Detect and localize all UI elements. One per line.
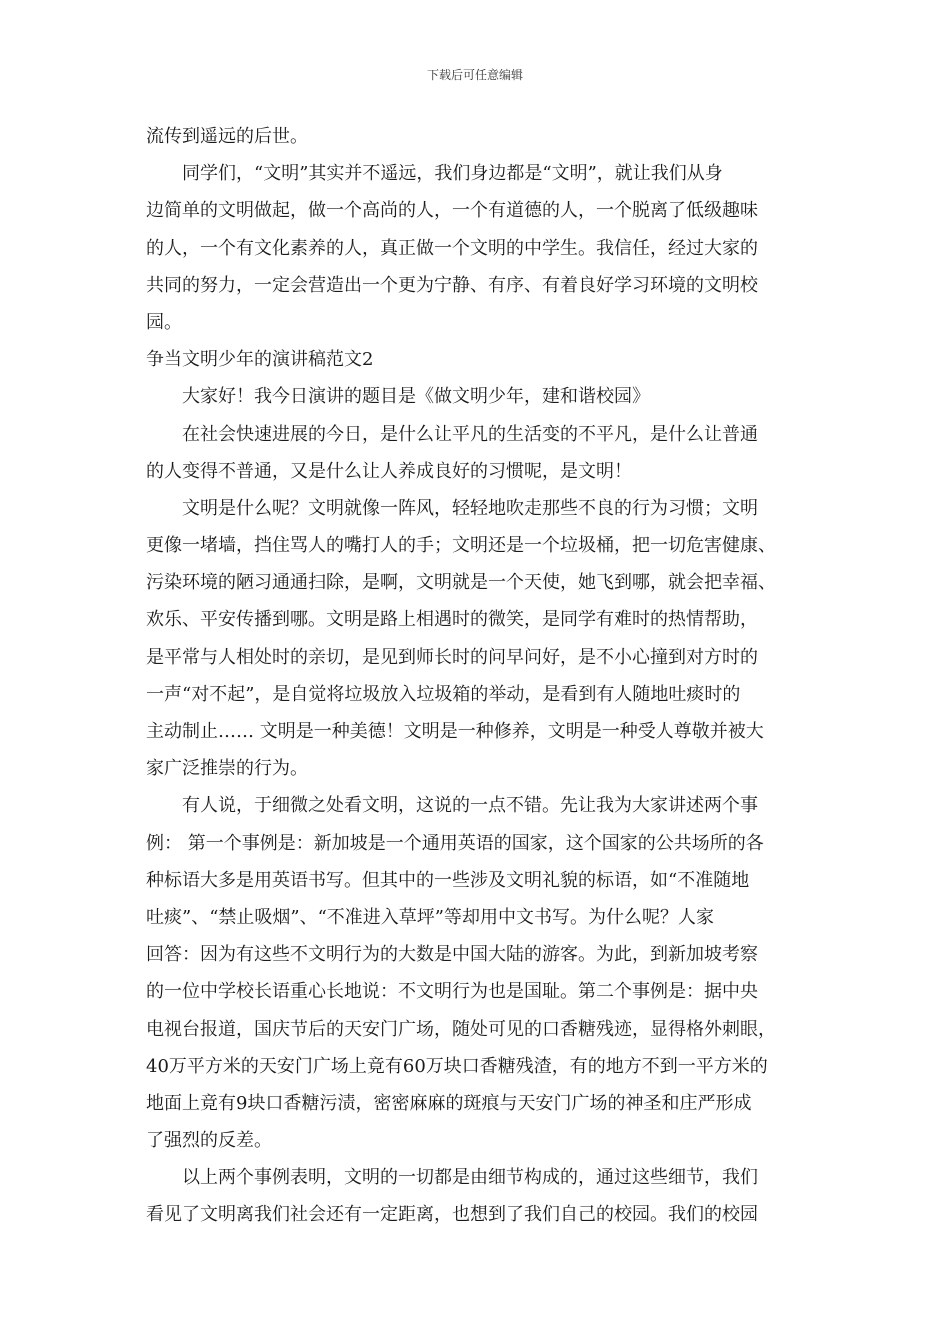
- text-line: 污染环境的陋习通通扫除，是啊，文明就是一个天使，她飞到哪，就会把幸福、: [146, 572, 776, 594]
- text-line: 同学们，“文明”其实并不遥远，我们身边都是“文明”，就让我们从身: [182, 163, 723, 185]
- document-body: [146, 118, 810, 1234]
- text-line: 看见了文明离我们社会还有一定距离，也想到了我们自己的校园。我们的校园: [146, 1204, 758, 1226]
- text-line: 在社会快速进展的今日，是什么让平凡的生活变的不平凡，是什么让普通: [182, 423, 758, 445]
- section-heading: 争当文明少年的演讲稿范文2: [146, 349, 374, 371]
- text-line: 电视台报道，国庆节后的天安门广场，随处可见的口香糖残迹，显得格外刺眼，: [146, 1018, 776, 1040]
- text-line: 一声“对不起”，是自觉将垃圾放入垃圾箱的举动，是看到有人随地吐痰时的: [146, 683, 741, 705]
- text-line: 边简单的文明做起，做一个高尚的人，一个有道德的人，一个脱离了低级趣味: [146, 200, 758, 222]
- text-line: 是平常与人相处时的亲切，是见到师长时的问早问好，是不小心撞到对方时的: [146, 646, 758, 668]
- text-line: 的人，一个有文化素养的人，真正做一个文明的中学生。我信任，经过大家的: [146, 237, 758, 259]
- text-line: 文明是什么呢？文明就像一阵风，轻轻地吹走那些不良的行为习惯；文明: [182, 497, 758, 519]
- text-line: 例： 第一个事例是：新加坡是一个通用英语的国家，这个国家的公共场所的各: [146, 832, 764, 854]
- text-line: 吐痰”、“禁止吸烟”、“不准进入草坪”等却用中文书写。为什么呢？人家: [146, 906, 715, 928]
- text-line: 共同的努力，一定会营造出一个更为宁静、有序、有着良好学习环境的文明校: [146, 274, 758, 296]
- text-line: 流传到遥远的后世。: [146, 126, 308, 147]
- text-line: 主动制止…… 文明是一种美德！文明是一种修养，文明是一种受人尊敬并被大: [146, 721, 764, 742]
- text-line: 了强烈的反差。: [146, 1130, 272, 1152]
- text-line: 的一位中学校长语重心长地说：不文明行为也是国耻。第二个事例是：据中央: [146, 981, 758, 1003]
- text-line: 有人说，于细微之处看文明，这说的一点不错。先让我为大家讲述两个事: [182, 795, 758, 817]
- text-line: 的人变得不普通，又是什么让人养成良好的习惯呢，是文明！: [146, 460, 632, 482]
- page-header: 下载后可任意编辑: [426, 68, 523, 82]
- text-line: 家广泛推崇的行为。: [146, 758, 308, 780]
- text-line: 欢乐、平安传播到哪。文明是路上相遇时的微笑，是同学有难时的热情帮助，: [146, 609, 758, 631]
- text-line: 以上两个事例表明，文明的一切都是由细节构成的，通过这些细节，我们: [182, 1167, 758, 1189]
- text-line: 种标语大多是用英语书写。但其中的一些涉及文明礼貌的标语，如“不准随地: [146, 869, 750, 891]
- text-line: 40万平方米的天安门广场上竟有60万块口香糖残渣，有的地方不到一平方米的: [146, 1055, 768, 1077]
- text-line: 园。: [146, 311, 182, 333]
- text-line: 地面上竟有9块口香糖污渍，密密麻麻的斑痕与天安门广场的神圣和庄严形成: [146, 1092, 752, 1114]
- text-line: 更像一堵墙，挡住骂人的嘴打人的手；文明还是一个垃圾桶，把一切危害健康、: [146, 535, 776, 557]
- text-line: 大家好！我今日演讲的题目是《做文明少年，建和谐校园》: [182, 386, 650, 408]
- text-line: 回答：因为有这些不文明行为的大数是中国大陆的游客。为此，到新加坡考察: [146, 944, 758, 966]
